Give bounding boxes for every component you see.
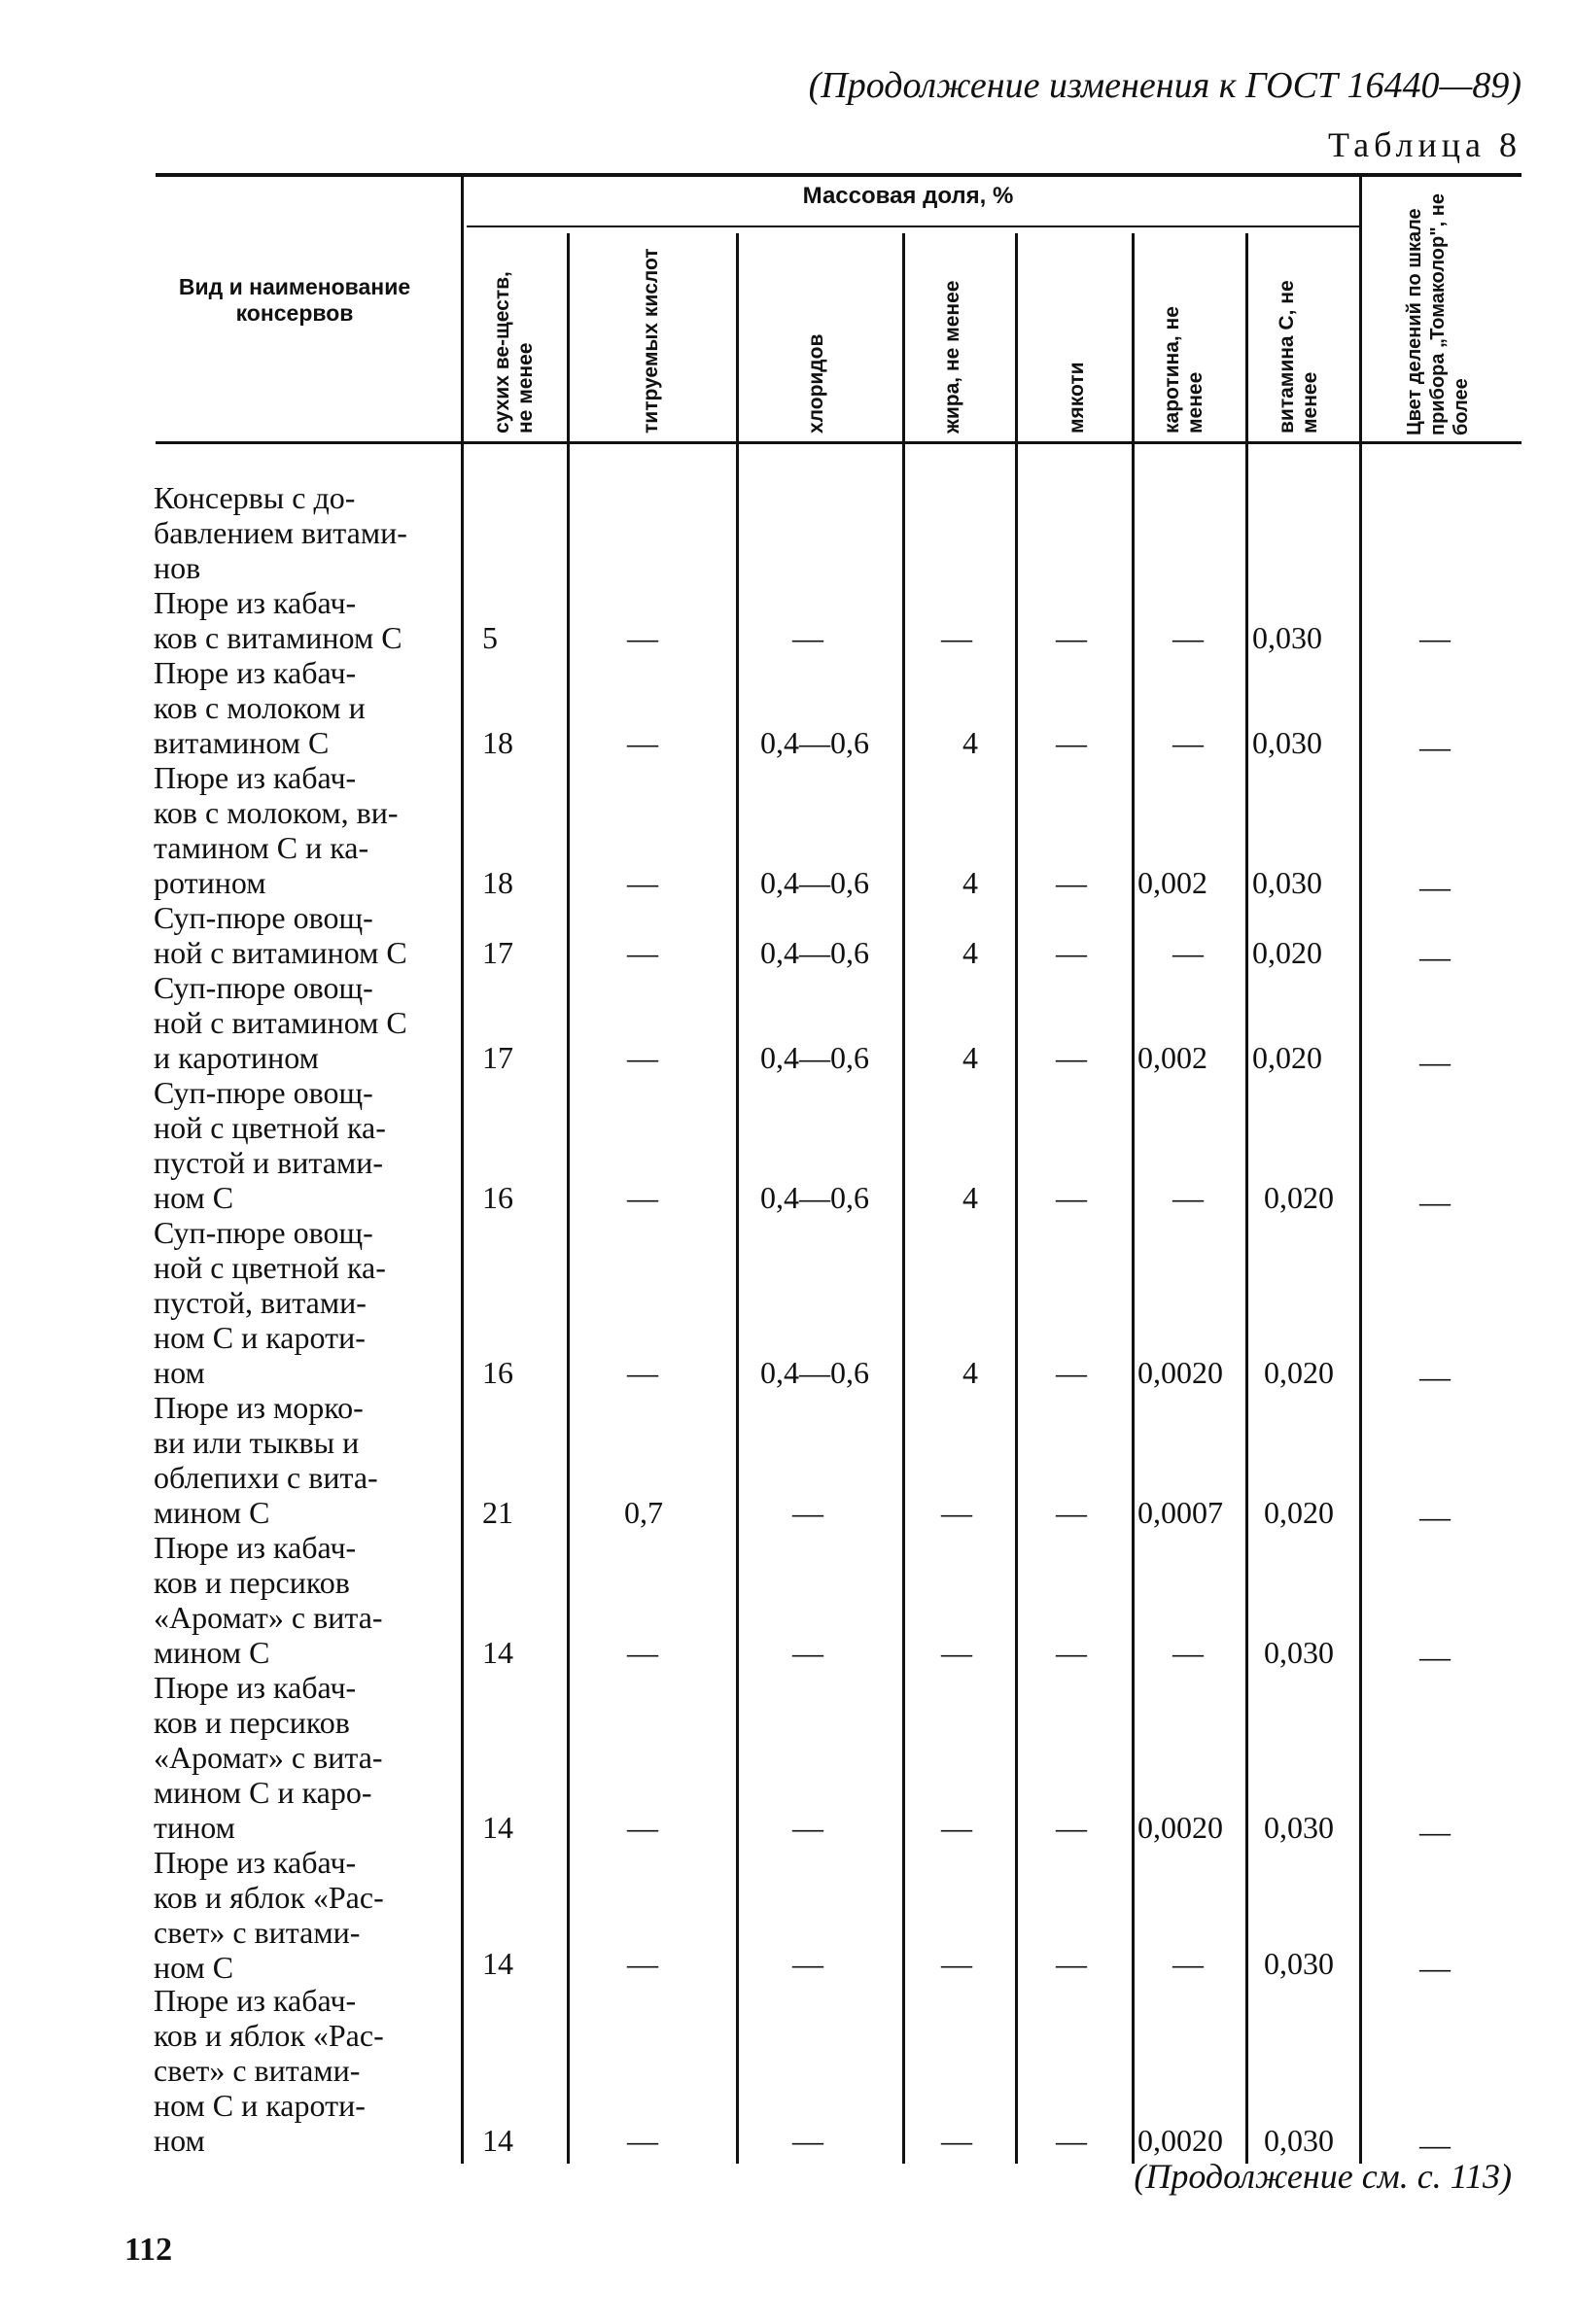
- cell-pulp: —: [1056, 1635, 1087, 1670]
- table-top-rule: [156, 173, 1522, 177]
- cell-vitamin-c: 0,030: [1264, 1810, 1334, 1845]
- cell-color: —: [1419, 2127, 1451, 2162]
- cell-vitamin-c: 0,030: [1252, 865, 1322, 900]
- cell-pulp: —: [1056, 1040, 1087, 1075]
- column-header-pulp: мякоти: [1066, 362, 1088, 434]
- cell-fat: 4: [962, 1180, 978, 1215]
- product-name: Пюре из кабач- ков и персиков «Аромат» с вита- мином С: [154, 1530, 383, 1670]
- cell-dry-matter: 16: [482, 1180, 513, 1215]
- cell-vitamin-c: 0,020: [1264, 1180, 1334, 1215]
- column-header-product: Вид и наименование консервов: [178, 274, 411, 326]
- cell-acids: —: [627, 725, 658, 760]
- cell-fat: 4: [962, 725, 978, 760]
- cell-vitamin-c: 0,020: [1264, 1495, 1334, 1530]
- cell-acids: —: [627, 1040, 658, 1075]
- cell-pulp: —: [1056, 865, 1087, 900]
- cell-fat: —: [941, 1810, 972, 1845]
- cell-chlorides: —: [792, 1635, 823, 1670]
- cell-carotene: 0,0020: [1137, 2123, 1223, 2158]
- cell-pulp: —: [1056, 935, 1087, 970]
- product-name: Пюре из морко- ви или тыквы и облепихи с вита- мином С: [154, 1390, 378, 1530]
- column-header-acids: титруемых кислот: [640, 248, 662, 434]
- cell-carotene: —: [1172, 1946, 1204, 1981]
- cell-fat: —: [941, 1635, 972, 1670]
- cell-chlorides: 0,4—0,6: [760, 725, 869, 760]
- cell-chlorides: 0,4—0,6: [760, 935, 869, 970]
- cell-color: —: [1419, 1499, 1451, 1534]
- cell-vitamin-c: 0,030: [1252, 725, 1322, 760]
- cell-fat: —: [941, 1946, 972, 1981]
- column-header-fat: жира, не менее: [941, 280, 963, 434]
- cell-color: —: [1419, 939, 1451, 974]
- cell-dry-matter: 18: [482, 865, 513, 900]
- cell-chlorides: 0,4—0,6: [760, 865, 869, 900]
- cell-pulp: —: [1056, 1946, 1087, 1981]
- continuation-note: (Продолжение изменения к ГОСТ 16440—89): [808, 65, 1522, 106]
- cell-dry-matter: 5: [482, 620, 498, 655]
- table-label: Таблица 8: [1328, 125, 1522, 164]
- cell-chlorides: 0,4—0,6: [760, 1180, 869, 1215]
- cell-chlorides: 0,4—0,6: [760, 1040, 869, 1075]
- product-name: Суп-пюре овощ- ной с цветной ка- пустой и витами- ном С: [154, 1075, 386, 1215]
- cell-vitamin-c: 0,020: [1252, 1040, 1322, 1075]
- column-header-mass-fraction: Массовая доля, %: [802, 183, 1014, 209]
- col-divider-2: [567, 233, 570, 2164]
- cell-carotene: 0,0007: [1137, 1495, 1223, 1530]
- cell-acids: —: [627, 1810, 658, 1845]
- cell-chlorides: —: [792, 1946, 823, 1981]
- cell-color: —: [1419, 729, 1451, 764]
- cell-vitamin-c: 0,030: [1264, 1946, 1334, 1981]
- cell-fat: 4: [962, 935, 978, 970]
- cell-carotene: 0,0020: [1137, 1810, 1223, 1845]
- col-divider-4: [902, 233, 905, 2164]
- cell-dry-matter: 14: [482, 1946, 513, 1981]
- cell-fat: —: [941, 1495, 972, 1530]
- product-name: Пюре из кабач- ков и яблок «Рас- свет» с витами- ном С и кароти- ном: [154, 1983, 384, 2158]
- cell-acids: —: [627, 865, 658, 900]
- group-row-label: Консервы с до- бавлением витами- нов: [154, 480, 407, 585]
- group-header-rule: [467, 225, 1359, 227]
- cell-acids: —: [627, 620, 658, 655]
- cell-vitamin-c: 0,030: [1264, 1635, 1334, 1670]
- cell-acids: —: [627, 935, 658, 970]
- product-name: Пюре из кабач- ков и персиков «Аромат» с вита- мином С и каро- тином: [154, 1670, 383, 1845]
- product-name: Пюре из кабач- ков с молоком и витамином С: [154, 655, 366, 760]
- column-header-dry-matter: сухих ве-ществ, не менее: [491, 271, 537, 434]
- product-name: Суп-пюре овощ- ной с витамином С: [154, 900, 407, 970]
- cell-pulp: —: [1056, 1495, 1087, 1530]
- cell-dry-matter: 17: [482, 1040, 513, 1075]
- cell-pulp: —: [1056, 725, 1087, 760]
- cell-acids: 0,7: [624, 1495, 663, 1530]
- cell-chlorides: —: [792, 1810, 823, 1845]
- column-header-carotene: каротина, не менее: [1161, 306, 1207, 434]
- cell-fat: 4: [962, 1040, 978, 1075]
- cell-chlorides: —: [792, 2123, 823, 2158]
- header-bottom-rule: [156, 441, 1522, 444]
- cell-acids: —: [627, 2123, 658, 2158]
- cell-color: —: [1419, 1814, 1451, 1849]
- cell-carotene: —: [1172, 1180, 1204, 1215]
- cell-pulp: —: [1056, 1180, 1087, 1215]
- cell-carotene: 0,002: [1137, 1040, 1207, 1075]
- col-divider-6: [1132, 233, 1135, 2164]
- column-header-color: Цвет делений по шкале прибора „Томаколор", не более: [1404, 192, 1472, 435]
- cell-color: —: [1419, 1639, 1451, 1674]
- product-name: Пюре из кабач- ков с витамином С: [154, 585, 402, 655]
- cell-vitamin-c: 0,020: [1264, 1355, 1334, 1390]
- cell-vitamin-c: 0,030: [1264, 2123, 1334, 2158]
- cell-carotene: —: [1172, 935, 1204, 970]
- cell-dry-matter: 21: [482, 1495, 513, 1530]
- product-name: Суп-пюре овощ- ной с цветной ка- пустой, витами- ном С и кароти- ном: [154, 1215, 386, 1390]
- cell-color: —: [1419, 869, 1451, 904]
- column-header-vitamin-c: витамина С, не менее: [1276, 280, 1321, 434]
- cell-pulp: —: [1056, 620, 1087, 655]
- cell-fat: —: [941, 2123, 972, 2158]
- cell-color: —: [1419, 1184, 1451, 1219]
- col-divider-8: [1359, 175, 1362, 2164]
- col-divider-7: [1245, 233, 1248, 2164]
- cell-pulp: —: [1056, 1355, 1087, 1390]
- cell-dry-matter: 16: [482, 1355, 513, 1390]
- page-number: 112: [124, 2232, 173, 2268]
- cell-chlorides: —: [792, 620, 823, 655]
- cell-chlorides: —: [792, 1495, 823, 1530]
- cell-dry-matter: 14: [482, 1635, 513, 1670]
- cell-fat: 4: [962, 1355, 978, 1390]
- cell-carotene: 0,0020: [1137, 1355, 1223, 1390]
- column-header-chlorides: хлоридов: [805, 333, 827, 434]
- cell-fat: —: [941, 620, 972, 655]
- cell-carotene: —: [1172, 620, 1204, 655]
- cell-vitamin-c: 0,020: [1252, 935, 1322, 970]
- cell-carotene: 0,002: [1137, 865, 1207, 900]
- cell-fat: 4: [962, 865, 978, 900]
- cell-acids: —: [627, 1355, 658, 1390]
- product-name: Пюре из кабач- ков и яблок «Рас- свет» с витами- ном С: [154, 1845, 384, 1985]
- cell-dry-matter: 17: [482, 935, 513, 970]
- cell-acids: —: [627, 1946, 658, 1981]
- cell-dry-matter: 14: [482, 1810, 513, 1845]
- cell-color: —: [1419, 1044, 1451, 1079]
- cell-pulp: —: [1056, 2123, 1087, 2158]
- cell-chlorides: 0,4—0,6: [760, 1355, 869, 1390]
- cell-pulp: —: [1056, 1810, 1087, 1845]
- cell-acids: —: [627, 1180, 658, 1215]
- product-name: Пюре из кабач- ков с молоком, ви- тамином С и ка- ротином: [154, 760, 399, 900]
- footer-continuation-note: (Продолжение см. с. 113): [1134, 2157, 1512, 2196]
- col-divider-3: [736, 233, 739, 2164]
- cell-vitamin-c: 0,030: [1252, 620, 1322, 655]
- product-name: Суп-пюре овощ- ной с витамином С и каротином: [154, 970, 407, 1075]
- cell-color: —: [1419, 620, 1451, 655]
- cell-carotene: —: [1172, 1635, 1204, 1670]
- cell-color: —: [1419, 1359, 1451, 1394]
- cell-carotene: —: [1172, 725, 1204, 760]
- cell-dry-matter: 14: [482, 2123, 513, 2158]
- cell-acids: —: [627, 1635, 658, 1670]
- cell-dry-matter: 18: [482, 725, 513, 760]
- cell-color: —: [1419, 1950, 1451, 1985]
- col-divider-5: [1015, 233, 1018, 2164]
